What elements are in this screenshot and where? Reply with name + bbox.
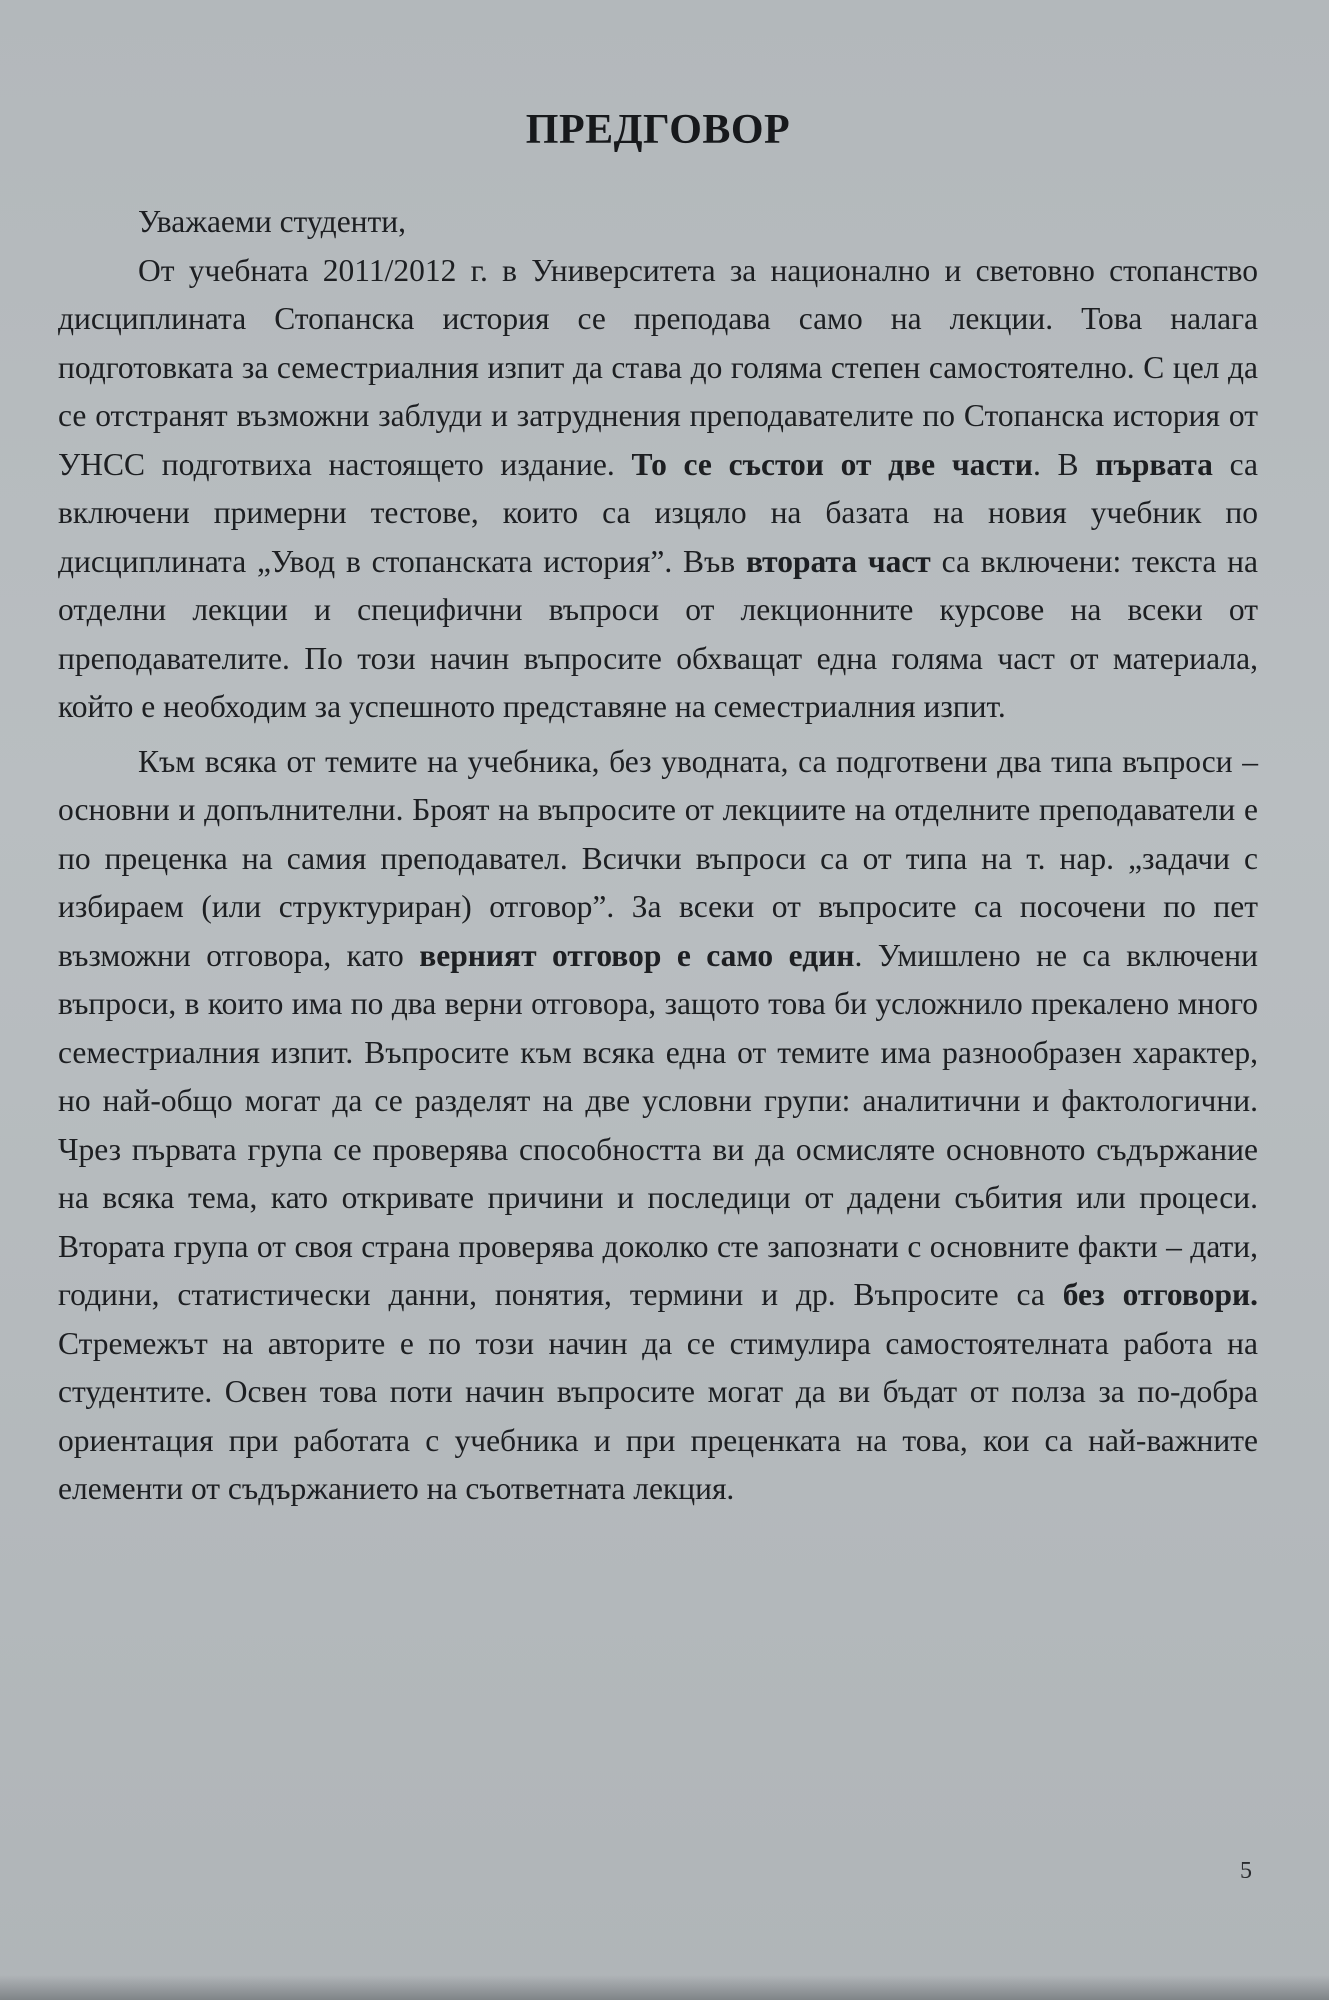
greeting-line: Уважаеми студенти,: [138, 204, 407, 239]
bold-segment: верният отговор е само един: [419, 937, 855, 973]
paragraph-2: [58, 738, 1258, 1514]
bold-segment: втората част: [745, 543, 931, 579]
page-title: ПРЕДГОВОР: [525, 107, 791, 153]
page-content: [58, 100, 1258, 1520]
text-segment: От учебната 2011/2012 г. в Университета за национално и световно стопанство дисциплината Стопанска история се преподава само на лекции. Това налага подготовката за семестриалния изпит да става до голяма степен самостоятелно. С цел да се отстранят възможни заблуди и затруднения преподавателите по Стопанска история от УНСС подготвиха настоящето издание.: [58, 252, 1258, 482]
paragraph-1: [58, 247, 1258, 732]
bold-segment: То се състои от две части: [631, 446, 1033, 482]
bold-segment: без отговори.: [1062, 1277, 1258, 1312]
text-segment: Стремежът на авторите е по този начин да се стимулира самостоятелната работа на студентите. Освен това поти начин въпросите могат да ви бъдат от полза за по-добра ориентация при работата с учебника и при преценката на това, кои са най-важните елементи от съдържанието на съответната лекция.: [58, 1325, 1258, 1506]
page-edge-shadow: [0, 1975, 1329, 2000]
text-segment: . Умишлено не са включени въпроси, в които има по два верни отговора, защото това би усложнило прекалено много семестриалния изпит. Въпросите към всяка една от темите има разнообразен характер, но най-общо могат да се разделят на две условни групи: аналитични и фактологични. Чрез първата група се проверява способността ви да осмисляте основното съдържание на всяка тема, като откривате причини и последици от дадени събития или процеси. Втората група от своя страна проверява доколко сте запознати с основните факти – дати, години, статистически данни, понятия, термини и др. Въпросите са: [58, 937, 1259, 1312]
page-number: 5: [1240, 1858, 1252, 1884]
text-segment: са включени: текста на отделни лекции и специфични въпроси от лекционните курсове на всеки от преподавателите. По този начин въпросите обхващат една голяма част от материала, който е необходим за успешното представяне на семестриалния изпит.: [58, 543, 1259, 724]
text-segment: . В: [1032, 446, 1096, 482]
text-segment: Към всяка от темите на учебника, без уводната, са подготвени два типа въпроси – основни и допълнителни. Броят на въпросите от лекциите на отделните преподаватели е по преценка на самия преподавател. Всички въпроси са от типа на т. нар. „задачи с избираем (или структуриран) отговор”. За всеки от въпросите са посочени по пет възможни отговора, като: [58, 743, 1258, 973]
text-segment: са включени примерни тестове, които са изцяло на базата на новия учебник по дисциплината „Увод в стопанската история”. Във: [58, 446, 1258, 579]
bold-segment: първата: [1095, 446, 1213, 482]
